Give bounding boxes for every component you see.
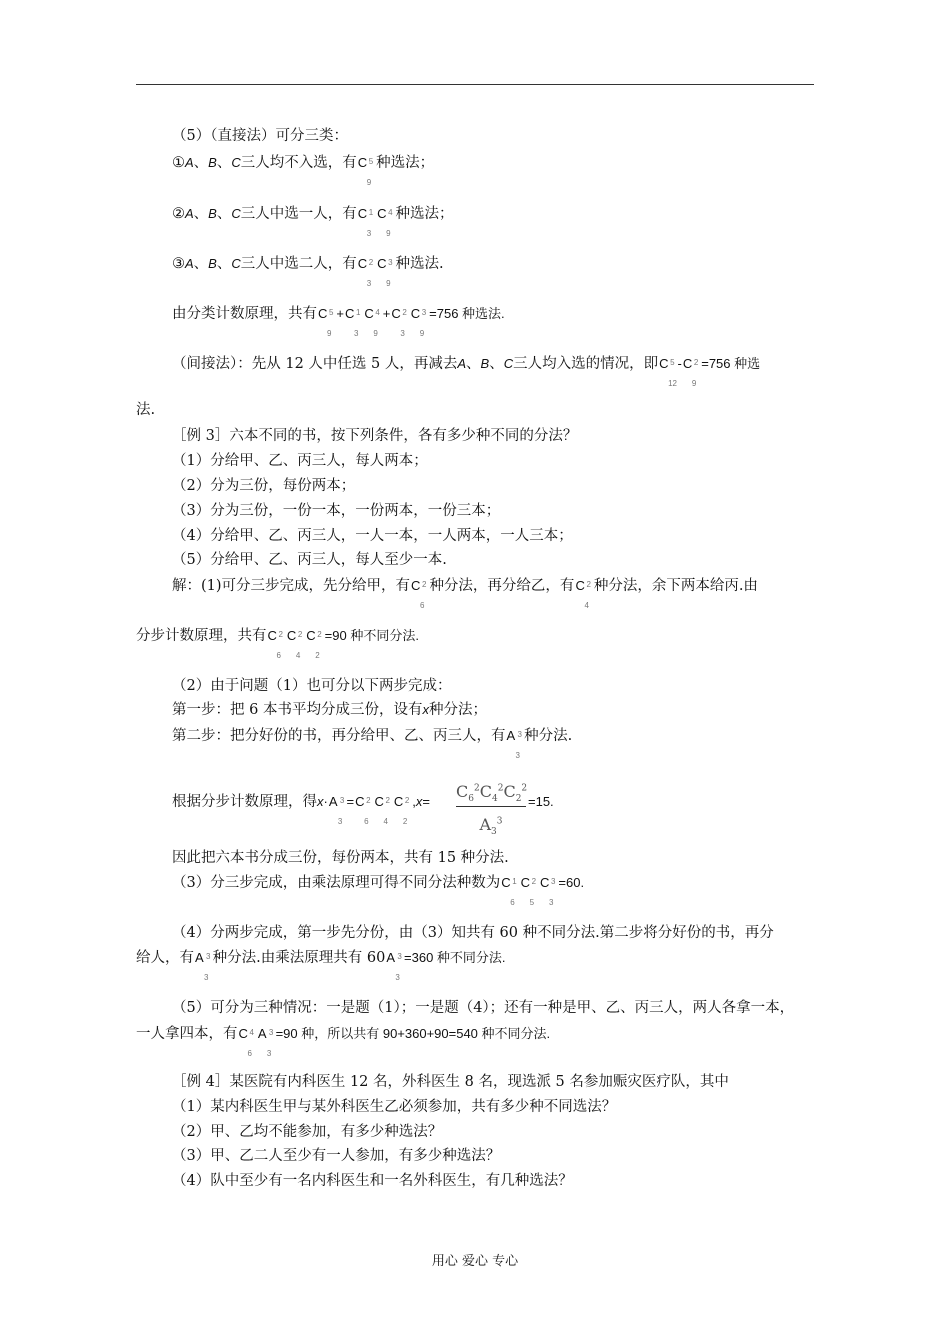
example-heading: ［例 3］六本不同的书，按下列条件，各有多少种不同的分法？ [172,428,578,444]
text-line: （4）队中至少有一名内科医生和一名外科医生，有几种选法？ [172,1173,573,1189]
text-line: （1）某内科医生甲与某外科医生乙必须参加，共有多少种不同选法？ [172,1099,617,1115]
text-line: ③A、B、C三人中选二人，有C 2 3 C 3 9 种选法. [172,256,444,288]
text-line: 分步计数原理，共有C 2 6 C 2 4 C 2 2 =90 种不同分法. [136,628,419,660]
text-line: ②A、B、C三人中选一人，有C 1 3 C 4 9 种选法； [172,206,454,238]
fraction-numerator: $C_6^2C_4^2C_2^2$ [456,782,526,807]
text-line: 一人拿四本，有C 4 6 A 3 3 =90 种，所以共有 90+360+90=540 种不同分法. [136,1026,551,1058]
text-line: 法. [136,402,156,418]
text-line: （间接法）：先从 12 人中任选 5 人，再减去A、B、C三人均入选的情况，即C 5 12 -C 2 9 =756 种选 [172,356,761,388]
text-line: 第一步：把 6 本书平均分成三份，设有x种分法； [172,702,487,718]
text-line: ①A、B、C三人均不入选，有C 5 9 种选法； [172,155,435,187]
page-footer: 用心 爱心 专心 [431,1254,519,1269]
text-line: （2）甲、乙均不能参加，有多少种选法？ [172,1124,443,1140]
text-line: （3）分三步完成，由乘法原理可得不同分法种数为C 1 6 C 2 5 C 3 3 =60. [172,875,585,907]
text-line: 根据分步计数原理，得x·A 3 3 =C 2 6 C 2 4 C 2 2 ,x= [172,794,430,826]
text-line: （5）分给甲、乙、丙三人，每人至少一本. [172,552,447,568]
text-line: （2）由于问题（1）也可分以下两步完成： [172,678,452,694]
text-line: （3）甲、乙二人至少有一人参加，有多少种选法？ [172,1148,501,1164]
text-line: =15. [528,794,554,809]
text-line: （5）（直接法）可分三类： [172,128,348,144]
text-line: 给人，有A 3 3 种分法.由乘法原理共有 60A 3 3 =360 种不同分法. [136,950,506,982]
fraction [456,782,526,837]
text-line: （4）分两步完成，第一步先分份，由（3）知共有 60 种不同分法.第二步将分好份的书，再分 [172,925,774,941]
fraction-denominator: $A_3^3$ [479,815,503,838]
text-line: （3）分为三份，一份一本，一份两本，一份三本； [172,503,501,519]
text-line: 由分类计数原理，共有C 5 9 +C 1 3 C 4 9 +C 2 3 C 3 9 =756 种选法. [172,306,505,338]
combination-term: C 5 9 [357,155,374,187]
text-line: （1）分给甲、乙、丙三人，每人两本； [172,453,428,469]
text-line: （2）分为三份，每份两本； [172,478,356,494]
text-line: （5）可分为三种情况：一是题（1）；一是题（4）；还有一种是甲、乙、丙三人，两人各拿一本， [172,1000,795,1016]
text-line: 因此把六本书分成三份，每份两本，共有 15 种分法. [172,850,509,866]
text-line: （4）分给甲、乙、丙三人，一人一本，一人两本，一人三本； [172,528,573,544]
text-line: 第二步：把分好份的书，再分给甲、乙、丙三人，有A 3 3 种分法. [172,728,573,760]
example-heading: ［例 4］某医院有内科医生 12 名，外科医生 8 名，现选派 5 名参加赈灾医疗队，其中 [172,1074,729,1090]
header-rule [136,84,814,85]
text-line: 解：(1)可分三步完成，先分给甲，有C 2 6 种分法，再分给乙，有C 2 4 种分法，余下两本给丙.由 [172,578,758,610]
